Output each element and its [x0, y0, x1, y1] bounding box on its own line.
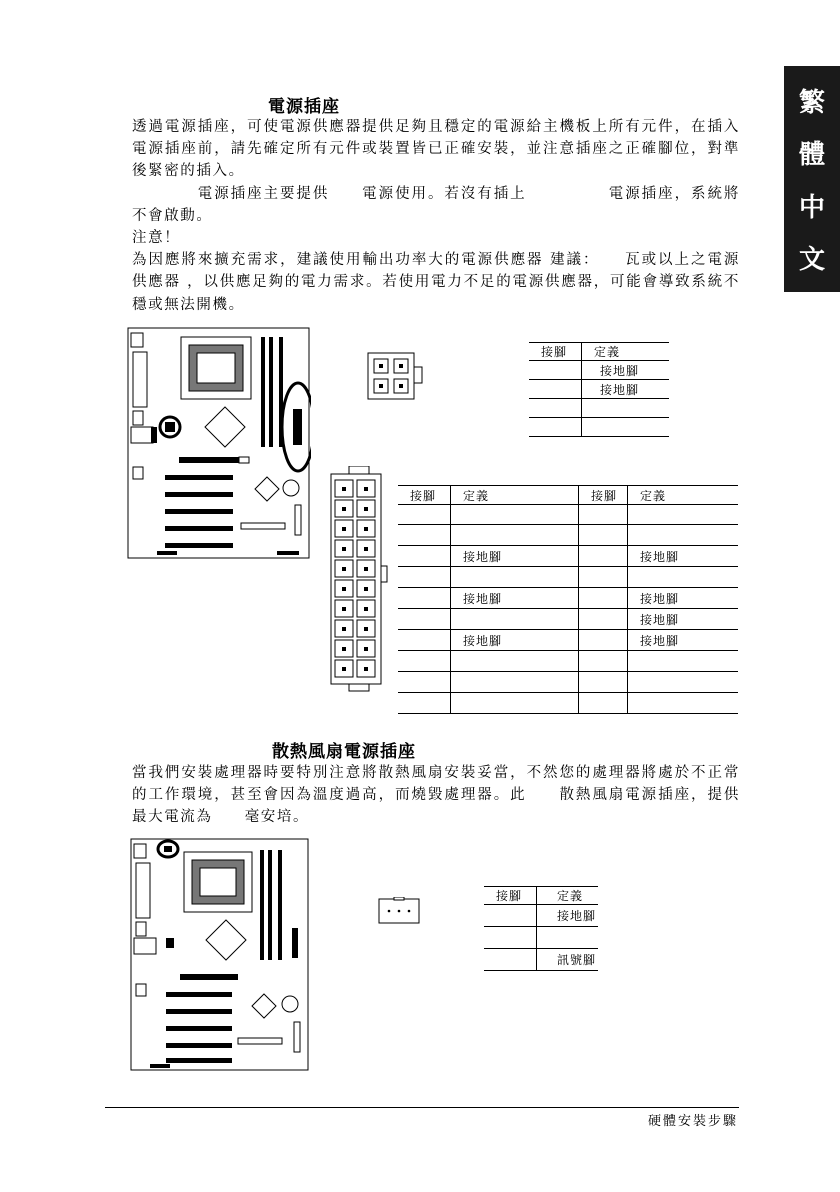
table-header: 定義: [451, 486, 579, 505]
table-cell: [529, 361, 582, 380]
atx12v-connector-graphic: [366, 351, 424, 401]
table-cell: [484, 927, 537, 949]
table-cell: 接地腳: [582, 380, 670, 399]
language-tab-char: 體: [798, 140, 825, 171]
footer-section-label: 硬體安裝步驟: [647, 1114, 738, 1129]
table-cell: [529, 380, 582, 399]
fan-connector-text: [132, 762, 740, 829]
footer-rule: [105, 1107, 739, 1108]
table-cell: [579, 672, 628, 693]
table-cell: [398, 588, 451, 609]
language-tab-char: 繁: [798, 87, 825, 118]
table-cell: [398, 505, 451, 525]
table-cell: [529, 399, 582, 418]
table-cell: 接地腳: [628, 630, 739, 651]
table-cell: [628, 567, 739, 588]
table-cell: [628, 651, 739, 672]
table-header: 定義: [537, 887, 599, 905]
paragraph: 當我們安裝處理器時要特別注意將散熱風扇安裝妥當，不然您的處理器將處於不正常的工作環境，甚至會因為溫度過高，而燒毀處理器。此 散熱風扇電源插座，提供最大電流為 毫安培。: [132, 765, 740, 826]
table-cell: [451, 672, 579, 693]
table-cell: [529, 418, 582, 437]
paragraph: 為因應將來擴充需求，建議使用輸出功率大的電源供應器 建議： 瓦或以上之電源供應器 ，以供應足夠的電力需求。若使用電力不足的電源供應器，可能會導致系統不穩或無法開機。: [132, 252, 740, 313]
atx-pin-table: [398, 485, 738, 714]
atx12v-pin-table: [529, 342, 669, 437]
table-cell: [451, 693, 579, 714]
table-header: 接腳: [398, 486, 451, 505]
table-cell: 接地腳: [628, 609, 739, 630]
table-cell: [398, 693, 451, 714]
table-cell: 接地腳: [451, 630, 579, 651]
table-cell: [451, 567, 579, 588]
table-cell: [398, 546, 451, 567]
table-cell: [484, 905, 537, 927]
table-cell: [579, 693, 628, 714]
table-cell: 接地腳: [628, 588, 739, 609]
table-cell: [537, 927, 599, 949]
paragraph: 電源插座主要提供 電源使用。若沒有插上 電源插座，系統將不會啟動。: [132, 185, 740, 224]
table-cell: [579, 567, 628, 588]
table-cell: [451, 505, 579, 525]
table-cell: [582, 399, 670, 418]
table-cell: 接地腳: [451, 546, 579, 567]
table-cell: 接地腳: [451, 588, 579, 609]
section-title-power-connector: 電源插座: [268, 97, 340, 117]
table-cell: [398, 567, 451, 588]
fan-pin-table: [484, 886, 598, 971]
table-cell: [579, 609, 628, 630]
table-cell: [398, 525, 451, 546]
table-header: 定義: [628, 486, 739, 505]
table-cell: [398, 651, 451, 672]
table-cell: 接地腳: [537, 905, 599, 927]
table-header: 接腳: [579, 486, 628, 505]
table-cell: [579, 505, 628, 525]
section-title-fan-connector: 散熱風扇電源插座: [272, 742, 416, 762]
table-header: 接腳: [484, 887, 537, 905]
power-connector-text: [132, 116, 740, 316]
table-cell: [579, 525, 628, 546]
table-cell: 接地腳: [628, 546, 739, 567]
table-cell: [628, 693, 739, 714]
table-header: 接腳: [529, 343, 582, 361]
table-cell: [628, 505, 739, 525]
table-cell: [398, 630, 451, 651]
table-cell: 訊號腳: [537, 949, 599, 971]
table-cell: [628, 672, 739, 693]
table-cell: [579, 651, 628, 672]
fan-connector-graphic: [378, 897, 422, 927]
table-cell: [579, 630, 628, 651]
table-cell: [579, 588, 628, 609]
language-tab: [784, 66, 840, 292]
paragraph: 透過電源插座，可使電源供應器提供足夠且穩定的電源給主機板上所有元件，在插入電源插座前，請先確定所有元件或裝置皆已正確安裝，並注意插座之正確腳位，對準後緊密的插入。: [132, 119, 740, 180]
motherboard-diagram: [127, 327, 311, 560]
table-cell: [582, 418, 670, 437]
table-header: 定義: [582, 343, 670, 361]
table-cell: [484, 949, 537, 971]
language-tab-char: 文: [798, 245, 825, 276]
table-cell: [451, 651, 579, 672]
table-cell: [628, 525, 739, 546]
table-cell: [579, 546, 628, 567]
table-cell: [398, 609, 451, 630]
paragraph: 注意！: [132, 230, 181, 247]
language-tab-char: 中: [798, 192, 825, 223]
table-cell: [398, 672, 451, 693]
table-cell: [451, 609, 579, 630]
table-cell: 接地腳: [582, 361, 670, 380]
atx-connector-graphic: [329, 466, 391, 692]
table-cell: [451, 525, 579, 546]
motherboard-diagram-fan: [130, 838, 310, 1072]
